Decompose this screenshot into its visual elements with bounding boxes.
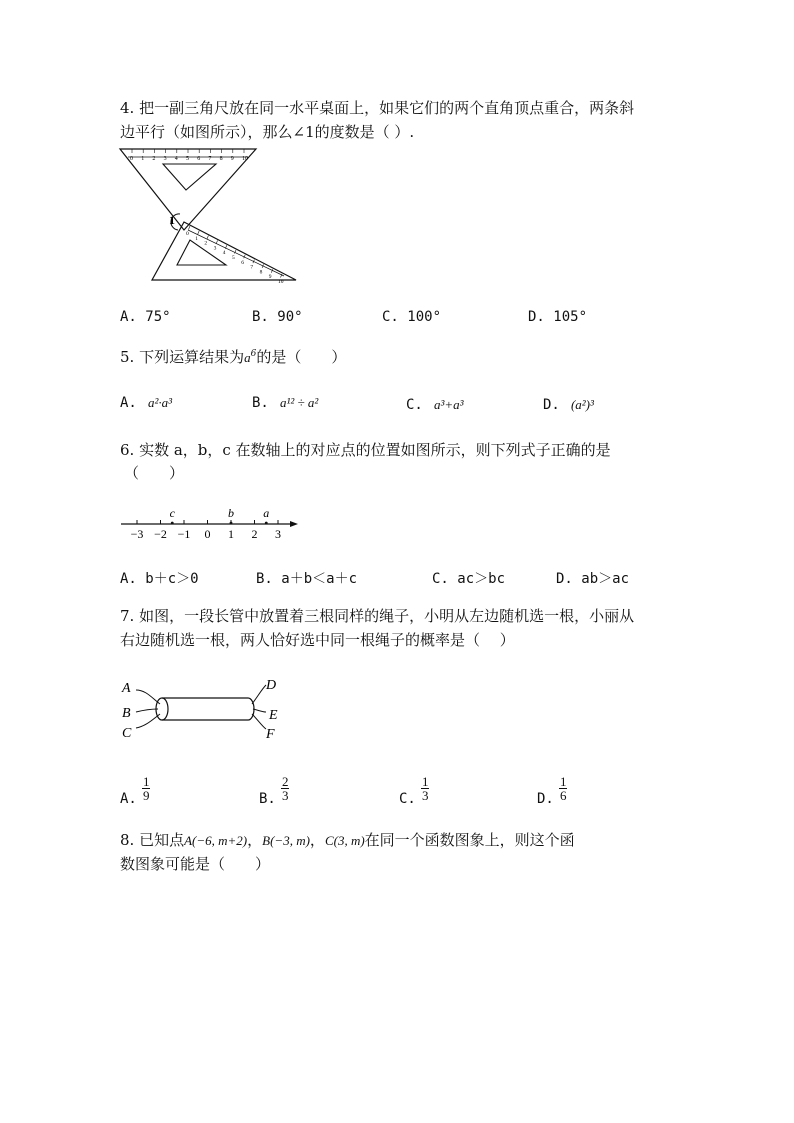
rope-label-d: D: [266, 678, 277, 693]
ruler-tick-label: 0: [130, 156, 133, 162]
q5-stem: [120, 342, 346, 370]
ruler-tick-label: 3: [213, 245, 217, 252]
q5-option-c-letter: C.: [406, 397, 423, 413]
ruler-tick: [207, 236, 209, 240]
rope-e: [253, 709, 266, 712]
ruler-tick-label: 9: [230, 156, 234, 162]
ruler-tick-label: 6: [197, 156, 201, 162]
number-line-tick-label: −3: [130, 527, 144, 541]
rope-label-c: C: [122, 726, 132, 741]
number-line-tick-label: 0: [204, 527, 211, 541]
q7-line1: 7. 如图，一段长管中放置着三根同样的绳子，小明从左边随机选一根，小丽从: [120, 607, 635, 625]
ruler-tick-label: 0: [186, 231, 189, 237]
ruler-tick-label: 5: [186, 156, 189, 162]
q4-option-b[interactable]: B. 90°: [252, 309, 303, 325]
ruler-tick-label: 7: [250, 264, 254, 271]
ruler-tick-label: 2: [152, 156, 156, 162]
q5-option-c[interactable]: [406, 394, 464, 413]
q7-option-d[interactable]: [537, 775, 567, 807]
q5-exp: 6: [250, 349, 257, 359]
number-line-point-label: b: [228, 506, 234, 520]
rope-label-f: F: [266, 727, 275, 742]
q4-line2: 边平行（如图所示），那么∠1的度数是（ ）.: [120, 123, 415, 141]
q5-text-before: 5. 下列运算结果为: [120, 348, 245, 366]
q4-option-c[interactable]: C. 100°: [382, 309, 442, 325]
q6-option-d[interactable]: D. ab＞ac: [556, 571, 630, 587]
ruler-tick-label: 10: [278, 279, 284, 285]
q5-base: a: [244, 350, 251, 365]
rope-label-a: A: [122, 681, 131, 696]
rope-c: [136, 714, 160, 728]
ruler-tick-label: 1: [141, 156, 145, 162]
number-line-point-label: c: [169, 506, 175, 520]
q5-option-a-letter: A.: [120, 395, 137, 411]
q5-option-d-expr: (a²)³: [570, 397, 594, 412]
ruler-tick-label: 4: [222, 250, 226, 257]
rope-b: [136, 709, 158, 712]
number-line-tick-label: 3: [275, 527, 281, 541]
q7-option-b[interactable]: [259, 775, 289, 807]
q6-option-a[interactable]: A. b＋c＞0: [120, 571, 199, 587]
q5-option-d-letter: D.: [543, 397, 560, 413]
q5-option-b-expr: a¹² ÷ a²: [279, 395, 319, 410]
number-line-tick-label: 1: [228, 527, 234, 541]
q7-option-c-fraction: $\frac{1}{3}$: [421, 774, 429, 803]
ruler-tick: [189, 226, 191, 230]
number-line-tick-label: 2: [251, 527, 258, 541]
number-line-figure: [118, 504, 304, 546]
q8-line1: [120, 828, 575, 853]
ruler-tick-label: 9: [268, 274, 272, 281]
q7-option-a[interactable]: [120, 775, 150, 807]
number-line-tick-label: −2: [154, 527, 167, 541]
q8-prefix: 8. 已知点: [120, 831, 185, 849]
rope-label-e: E: [269, 708, 278, 723]
q8-point-c: C(3, m): [324, 833, 365, 848]
q6-option-c[interactable]: C. ac＞bc: [432, 571, 506, 587]
number-line-point: [230, 522, 233, 525]
q7-option-d-letter: D.: [537, 791, 554, 807]
q7-option-d-fraction: $\frac{1}{6}$: [559, 774, 567, 803]
q8-suffix: 在同一个函数图象上，则这个函: [364, 831, 575, 849]
q7-option-c-letter: C.: [399, 791, 416, 807]
q5-option-b-letter: B.: [252, 395, 269, 411]
rope-a: [136, 690, 160, 704]
q5-option-d[interactable]: [543, 394, 594, 413]
q7-option-b-letter: B.: [259, 791, 276, 807]
q8-sep-2: ，: [309, 831, 325, 849]
ruler-tick-label: 3: [163, 156, 167, 162]
number-line-point: [265, 522, 268, 525]
ruler-tick: [198, 231, 200, 235]
q7-option-a-letter: A.: [120, 791, 137, 807]
arrow-right-icon: [290, 521, 298, 527]
bottom-ruler-ticks: [186, 226, 284, 285]
q4-option-d[interactable]: D. 105°: [528, 309, 588, 325]
ruler-tick-label: 7: [208, 156, 212, 162]
number-line-tick-label: −1: [177, 527, 191, 541]
ruler-tick-label: 1: [195, 235, 198, 242]
number-line-point: [171, 522, 174, 525]
ruler-tick-label: 8: [219, 156, 223, 162]
ruler-tick-label: 5: [232, 255, 235, 261]
q7-option-a-fraction: $\frac{1}{9}$: [142, 774, 150, 803]
q8-point-b: B(−3, m): [262, 833, 310, 848]
q6-line1: 6. 实数 a，b，c 在数轴上的对应点的位置如图所示，则下列式子正确的是: [120, 441, 611, 459]
q8-point-a: A(−6, m+2): [184, 833, 248, 848]
q5-option-a-expr: a²·a³: [147, 395, 172, 410]
ruler-tick: [216, 240, 218, 244]
q7-option-c[interactable]: [399, 775, 429, 807]
q6-line2: （ ）: [124, 464, 185, 482]
q6-option-b[interactable]: B. a＋b＜a＋c: [256, 571, 358, 587]
top-triangle-hole: [163, 164, 216, 190]
q8-sep-1: ，: [247, 831, 263, 849]
q8-line2: 数图象可能是（ ）: [120, 855, 271, 873]
ruler-tick-label: 4: [174, 156, 178, 162]
ruler-tick-label: 6: [241, 259, 244, 266]
rope-d: [252, 685, 266, 704]
ruler-tick-label: 10: [242, 156, 248, 162]
rope-label-b: B: [122, 706, 131, 721]
q5-option-b[interactable]: [252, 392, 318, 411]
q4-line1: 4. 把一副三角尺放在同一水平桌面上，如果它们的两个直角顶点重合，两条斜: [120, 99, 635, 117]
ruler-tick-label: 2: [204, 240, 208, 247]
q5-option-c-expr: a³+a³: [433, 397, 464, 412]
angle-1-label: 1: [169, 213, 175, 227]
set-squares-figure: [118, 146, 308, 286]
q7-option-b-fraction: $\frac{2}{3}$: [281, 774, 289, 803]
number-line-point-label: a: [263, 506, 270, 520]
top-ruler-ticks: [130, 149, 248, 162]
ruler-tick-label: 8: [259, 269, 263, 276]
q5-option-a[interactable]: [120, 392, 172, 411]
q7-line2: 右边随机选一根，两人恰好选中同一根绳子的概率是（ ）: [120, 631, 515, 649]
rope-f: [252, 714, 266, 729]
bottom-triangle-hole: [177, 240, 226, 265]
tube-figure: [116, 674, 296, 746]
q4-option-a[interactable]: A. 75°: [120, 309, 171, 325]
q5-text-after: 的是（ ）: [256, 348, 347, 366]
